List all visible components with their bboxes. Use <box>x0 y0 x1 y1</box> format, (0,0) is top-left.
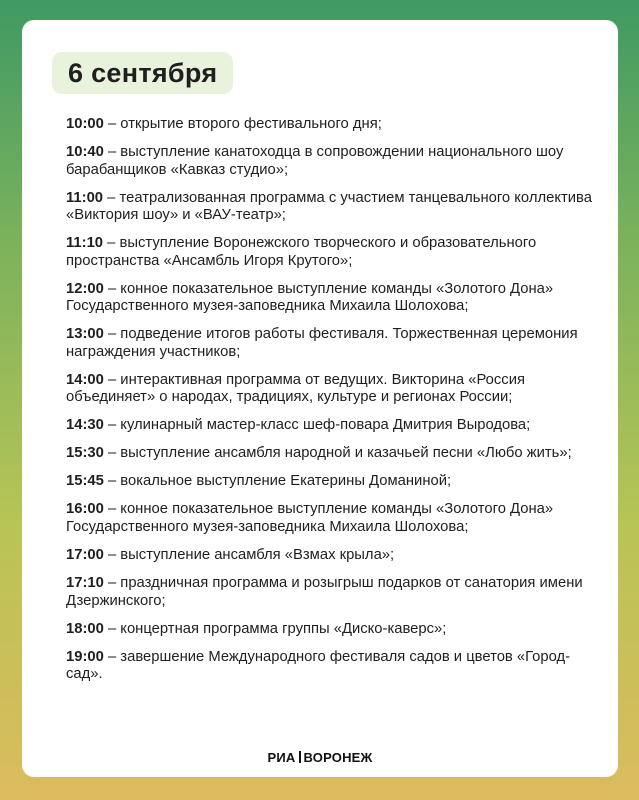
schedule-item <box>66 235 604 270</box>
schedule-time: 10:00 <box>66 116 104 132</box>
schedule-time: 10:40 <box>66 143 104 160</box>
schedule-time: 12:00 <box>66 280 104 297</box>
logo-text-right: ВОРОНЕЖ <box>303 750 373 765</box>
schedule-item <box>66 473 604 491</box>
schedule-text: – открытие второго фестивального дня; <box>103 116 382 132</box>
schedule-text: – конное показательное выступление команды «Золотого Дона» Государственного музея-заповедника Михаила Шолохова; <box>66 280 554 315</box>
date-title: 6 сентября <box>68 57 218 88</box>
schedule-card <box>22 20 618 777</box>
schedule-item <box>66 281 604 316</box>
schedule-time: 19:00 <box>66 648 104 665</box>
schedule-text: – выступление канатоходца в сопровождении национального шоу барабанщиков «Кавказ студио»; <box>66 143 564 178</box>
logo-separator <box>299 751 301 763</box>
logo-text-left: РИА <box>267 750 296 765</box>
schedule-text: – выступление Воронежского творческого и образовательного пространства «Ансамбль Игоря Крутого»; <box>66 235 537 269</box>
schedule-text: – кулинарный мастер-класс шеф-повара Дмитрия Выродова; <box>103 417 531 434</box>
schedule-text: – выступление ансамбля «Взмах крыла»; <box>103 546 395 563</box>
schedule-time: 17:10 <box>66 574 104 591</box>
schedule-text: – интерактивная программа от ведущих. Викторина «Россия объединяет» о народах, традициях, культуре и регионах России; <box>66 371 525 406</box>
schedule-list <box>66 116 604 694</box>
schedule-text: – конное показательное выступление команды «Золотого Дона» Государственного музея-заповедника Михаила Шолохова; <box>66 501 554 535</box>
schedule-time: 11:00 <box>66 189 104 206</box>
schedule-item <box>66 190 604 225</box>
schedule-text: – праздничная программа и розыгрыш подарков от санатория имени Дзержинского; <box>66 574 583 609</box>
schedule-text: – концертная программа группы «Диско-каверс»; <box>103 620 447 637</box>
date-badge <box>52 52 233 94</box>
schedule-text: – вокальное выступление Екатерины Доманиной; <box>103 473 452 490</box>
schedule-item <box>66 547 604 565</box>
schedule-time: 14:30 <box>66 417 104 434</box>
schedule-text: – театрализованная программа с участием танцевального коллектива «Виктория шоу» и «ВАУ-театр»; <box>66 189 592 224</box>
schedule-item <box>66 372 604 407</box>
schedule-item <box>66 326 604 361</box>
schedule-item <box>66 621 604 639</box>
schedule-text: – подведение итогов работы фестиваля. Торжественная церемония награждения участников; <box>66 326 578 360</box>
schedule-time: 15:45 <box>66 473 104 490</box>
schedule-text: – завершение Международного фестиваля садов и цветов «Город-сад». <box>66 648 571 683</box>
ria-voronezh-logo <box>22 750 618 765</box>
schedule-time: 17:00 <box>66 546 104 563</box>
schedule-time: 15:30 <box>66 445 104 462</box>
schedule-time: 13:00 <box>66 326 104 343</box>
schedule-item <box>66 575 604 610</box>
schedule-text: – выступление ансамбля народной и казачьей песни «Любо жить»; <box>103 445 572 462</box>
schedule-item <box>66 501 604 536</box>
schedule-item <box>66 417 604 435</box>
schedule-time: 14:00 <box>66 371 104 388</box>
schedule-item <box>66 144 604 179</box>
schedule-time: 11:10 <box>66 235 104 252</box>
schedule-time: 16:00 <box>66 501 104 518</box>
schedule-item <box>66 649 604 684</box>
schedule-item <box>66 445 604 463</box>
schedule-item <box>66 116 604 134</box>
schedule-time: 18:00 <box>66 620 104 637</box>
